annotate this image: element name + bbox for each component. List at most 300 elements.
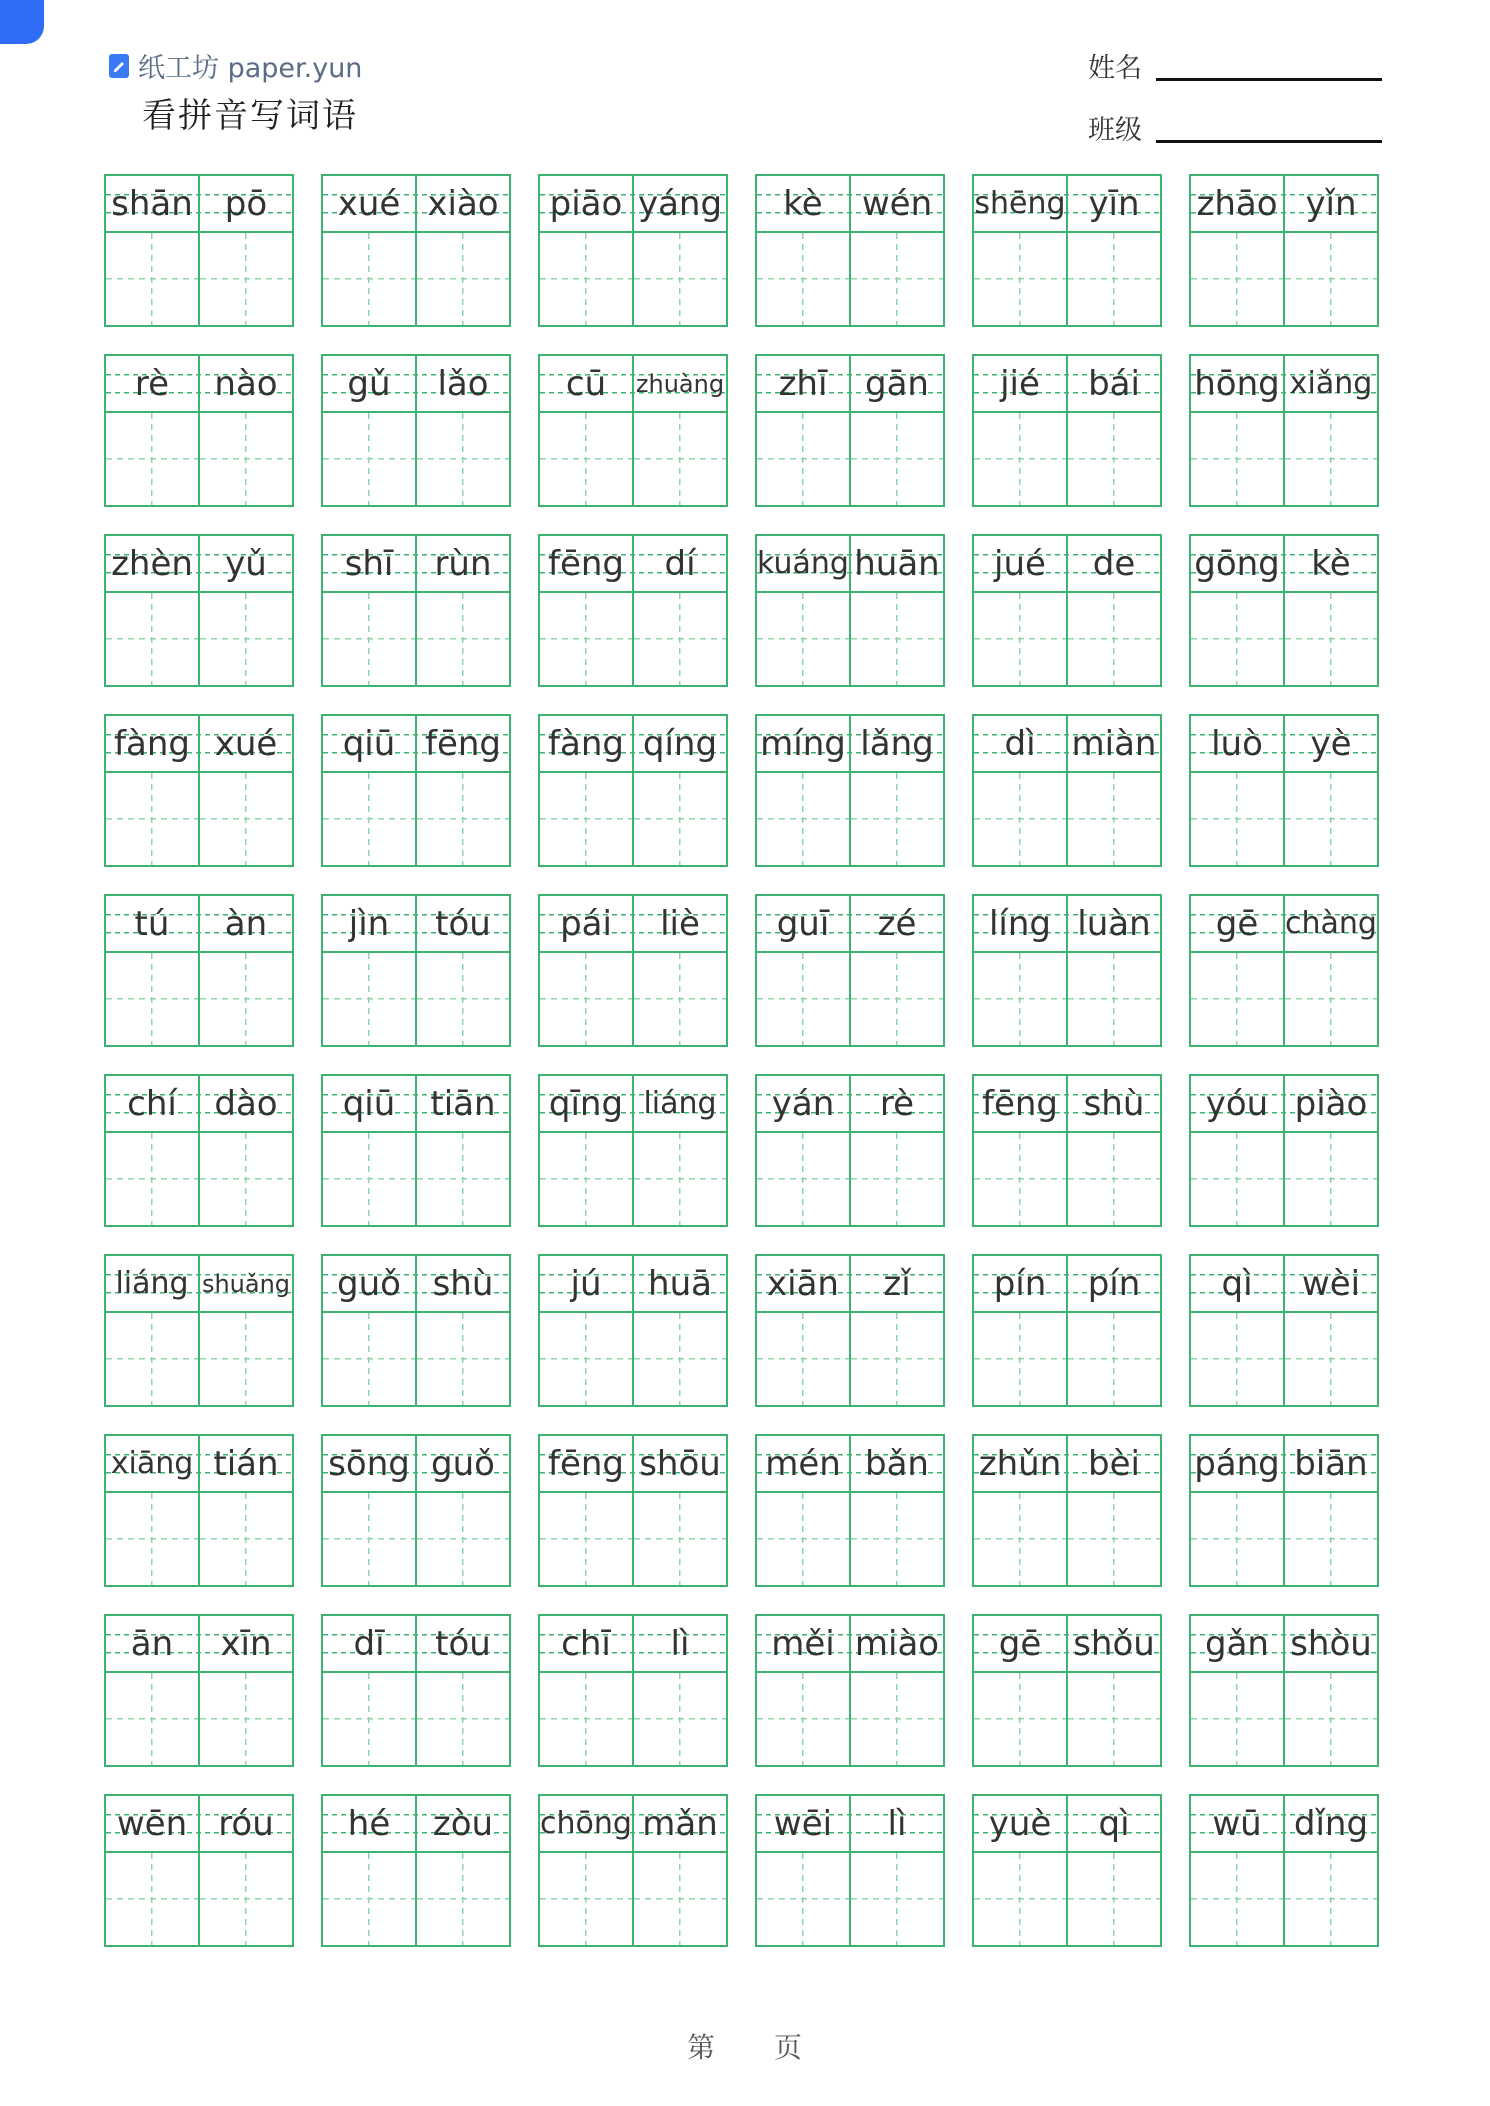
character-row [755, 1491, 945, 1587]
pinyin-row [755, 1794, 945, 1851]
character-row [321, 1311, 511, 1407]
pinyin-syllable: pái [540, 896, 634, 951]
character-writing-box[interactable] [757, 773, 851, 865]
pinyin-syllable: jué [974, 536, 1068, 591]
pinyin-syllable: yáng [637, 183, 723, 224]
character-writing-box[interactable] [757, 1313, 851, 1405]
pinyin-row [321, 1074, 511, 1131]
pinyin-syllable: shù [432, 1263, 494, 1304]
character-writing-box[interactable] [1285, 233, 1377, 325]
pinyin-row [321, 1614, 511, 1671]
pinyin-syllable: luàn [1077, 903, 1151, 944]
word-cell [1189, 1074, 1379, 1227]
character-row [321, 1131, 511, 1227]
pinyin-syllable: chí [106, 1076, 200, 1131]
character-writing-box[interactable] [200, 233, 292, 325]
word-cell [104, 714, 294, 867]
character-row [538, 1311, 728, 1407]
pinyin-syllable: shòu [1290, 1623, 1372, 1664]
character-writing-box[interactable] [1191, 413, 1285, 505]
pinyin-syllable: mǎn [642, 1803, 718, 1844]
pinyin-row [104, 174, 294, 231]
character-writing-box[interactable] [323, 1853, 417, 1945]
character-writing-box[interactable] [634, 1673, 726, 1765]
pinyin-syllable: guǒ [431, 1443, 495, 1484]
word-cell [104, 1074, 294, 1227]
character-row [1189, 591, 1379, 687]
character-row [972, 1491, 1162, 1587]
character-writing-box[interactable] [1068, 1853, 1160, 1945]
pinyin-syllable: xiào [427, 183, 499, 224]
pinyin-syllable: wèi [1301, 1263, 1361, 1304]
character-writing-box[interactable] [106, 773, 200, 865]
pinyin-syllable: míng [757, 716, 851, 771]
character-row [1189, 1311, 1379, 1407]
character-writing-box[interactable] [200, 1313, 292, 1405]
pinyin-row [1189, 894, 1379, 951]
character-writing-box[interactable] [1191, 773, 1285, 865]
character-row [321, 591, 511, 687]
character-row [755, 231, 945, 327]
character-row [104, 231, 294, 327]
character-writing-box[interactable] [757, 1493, 851, 1585]
character-row [755, 411, 945, 507]
pinyin-row [972, 534, 1162, 591]
word-cell [755, 534, 945, 687]
pinyin-syllable: rùn [434, 543, 492, 584]
character-writing-box[interactable] [974, 413, 1068, 505]
pinyin-syllable: fēng [974, 1076, 1068, 1131]
pinyin-syllable: shuǎng [201, 1269, 291, 1298]
character-row [104, 1851, 294, 1947]
character-writing-box[interactable] [851, 1493, 943, 1585]
character-row [1189, 1851, 1379, 1947]
character-writing-box[interactable] [634, 1853, 726, 1945]
pinyin-row [972, 1254, 1162, 1311]
word-cell [755, 1794, 945, 1947]
character-writing-box[interactable] [323, 773, 417, 865]
word-cell [321, 354, 511, 507]
pinyin-syllable: gē [1191, 896, 1285, 951]
character-writing-box[interactable] [634, 233, 726, 325]
word-cell [104, 1254, 294, 1407]
pinyin-syllable: xiāng [106, 1436, 200, 1491]
character-writing-box[interactable] [323, 413, 417, 505]
pinyin-syllable: xīn [220, 1623, 272, 1664]
character-writing-box[interactable] [974, 1313, 1068, 1405]
character-row [1189, 1131, 1379, 1227]
character-writing-box[interactable] [974, 233, 1068, 325]
character-writing-box[interactable] [851, 1133, 943, 1225]
pinyin-syllable: xué [323, 176, 417, 231]
character-writing-box[interactable] [417, 413, 509, 505]
character-writing-box[interactable] [851, 413, 943, 505]
word-cell [972, 354, 1162, 507]
pinyin-row [972, 1614, 1162, 1671]
pinyin-syllable: tiān [430, 1083, 496, 1124]
pinyin-row [538, 1074, 728, 1131]
character-writing-box[interactable] [540, 593, 634, 685]
character-writing-box[interactable] [540, 1493, 634, 1585]
pinyin-syllable: shù [1083, 1083, 1145, 1124]
character-writing-box[interactable] [1285, 1853, 1377, 1945]
character-row [538, 411, 728, 507]
pinyin-syllable: shān [106, 176, 200, 231]
pinyin-syllable: zǐ [883, 1263, 911, 1304]
pinyin-row [104, 1794, 294, 1851]
character-writing-box[interactable] [417, 593, 509, 685]
pinyin-syllable: lì [887, 1803, 907, 1844]
pinyin-syllable: bèi [1088, 1443, 1140, 1484]
character-writing-box[interactable] [634, 1313, 726, 1405]
pinyin-row [1189, 534, 1379, 591]
word-cell [321, 534, 511, 687]
character-writing-box[interactable] [106, 953, 200, 1045]
character-writing-box[interactable] [106, 1313, 200, 1405]
character-writing-box[interactable] [1191, 1673, 1285, 1765]
character-writing-box[interactable] [323, 1493, 417, 1585]
character-writing-box[interactable] [974, 1493, 1068, 1585]
character-writing-box[interactable] [540, 1313, 634, 1405]
character-writing-box[interactable] [417, 1133, 509, 1225]
word-cell [538, 894, 728, 1047]
character-row [104, 1671, 294, 1767]
pinyin-syllable: qíng [642, 723, 718, 764]
character-writing-box[interactable] [757, 953, 851, 1045]
pinyin-syllable: ān [106, 1616, 200, 1671]
pinyin-syllable: yóu [1191, 1076, 1285, 1131]
character-writing-box[interactable] [200, 593, 292, 685]
character-writing-box[interactable] [417, 773, 509, 865]
word-cell [1189, 534, 1379, 687]
character-writing-box[interactable] [851, 1853, 943, 1945]
pinyin-syllable: tóu [435, 1623, 491, 1664]
word-cell [755, 1434, 945, 1587]
pinyin-syllable: fēng [424, 723, 502, 764]
character-writing-box[interactable] [1068, 593, 1160, 685]
character-writing-box[interactable] [1285, 593, 1377, 685]
character-writing-box[interactable] [323, 1313, 417, 1405]
character-writing-box[interactable] [974, 1673, 1068, 1765]
pinyin-syllable: gān [865, 363, 929, 404]
footer-page-suffix: 页 [773, 2031, 803, 2064]
character-row [104, 591, 294, 687]
character-writing-box[interactable] [851, 773, 943, 865]
character-row [972, 591, 1162, 687]
character-writing-box[interactable] [1068, 1673, 1160, 1765]
word-cell [538, 1254, 728, 1407]
character-writing-box[interactable] [1068, 1313, 1160, 1405]
character-row [104, 411, 294, 507]
character-writing-box[interactable] [851, 593, 943, 685]
character-row [755, 1851, 945, 1947]
pinyin-row [538, 714, 728, 771]
character-writing-box[interactable] [106, 413, 200, 505]
character-row [104, 771, 294, 867]
pinyin-syllable: jú [540, 1256, 634, 1311]
character-writing-box[interactable] [540, 1133, 634, 1225]
footer-page-prefix: 第 [687, 2031, 717, 2064]
character-writing-box[interactable] [540, 233, 634, 325]
pinyin-syllable: chàng [1285, 906, 1377, 941]
character-writing-box[interactable] [106, 1493, 200, 1585]
pinyin-syllable: kuáng [757, 536, 851, 591]
character-writing-box[interactable] [974, 1133, 1068, 1225]
character-writing-box[interactable] [417, 1493, 509, 1585]
character-row [538, 771, 728, 867]
word-cell [538, 354, 728, 507]
pinyin-row [755, 714, 945, 771]
character-writing-box[interactable] [1068, 953, 1160, 1045]
character-writing-box[interactable] [106, 1133, 200, 1225]
pinyin-syllable: yè [1310, 723, 1352, 764]
character-writing-box[interactable] [634, 953, 726, 1045]
character-row [972, 1131, 1162, 1227]
character-writing-box[interactable] [1191, 1493, 1285, 1585]
pinyin-syllable: fēng [540, 536, 634, 591]
pinyin-row [755, 1434, 945, 1491]
character-writing-box[interactable] [634, 773, 726, 865]
character-row [538, 1671, 728, 1767]
pinyin-syllable: tóu [435, 903, 491, 944]
character-writing-box[interactable] [1068, 233, 1160, 325]
pinyin-syllable: páng [1191, 1436, 1285, 1491]
pinyin-syllable: huā [648, 1263, 712, 1304]
pinyin-syllable: pō [224, 183, 268, 224]
pinyin-syllable: dī [323, 1616, 417, 1671]
word-cell [755, 354, 945, 507]
character-writing-box[interactable] [974, 773, 1068, 865]
character-writing-box[interactable] [323, 593, 417, 685]
pinyin-syllable: měi [757, 1616, 851, 1671]
character-writing-box[interactable] [323, 1133, 417, 1225]
character-writing-box[interactable] [851, 1313, 943, 1405]
word-cell [321, 1794, 511, 1947]
pinyin-syllable: jié [974, 356, 1068, 411]
pinyin-row [972, 714, 1162, 771]
character-writing-box[interactable] [1191, 1133, 1285, 1225]
character-writing-box[interactable] [1068, 413, 1160, 505]
character-writing-box[interactable] [106, 233, 200, 325]
character-writing-box[interactable] [1191, 233, 1285, 325]
character-writing-box[interactable] [1068, 1133, 1160, 1225]
character-writing-box[interactable] [200, 1493, 292, 1585]
word-cell [104, 894, 294, 1047]
character-writing-box[interactable] [634, 413, 726, 505]
word-cell [321, 714, 511, 867]
character-writing-box[interactable] [757, 233, 851, 325]
pinyin-syllable: zòu [432, 1803, 494, 1844]
character-writing-box[interactable] [200, 1673, 292, 1765]
character-writing-box[interactable] [1068, 1493, 1160, 1585]
word-cell [538, 1794, 728, 1947]
pinyin-syllable: gē [974, 1616, 1068, 1671]
corner-tab [0, 0, 44, 44]
character-row [538, 1491, 728, 1587]
character-writing-box[interactable] [417, 1853, 509, 1945]
pinyin-syllable: lǎo [437, 363, 489, 404]
character-row [972, 951, 1162, 1047]
word-cell [321, 1254, 511, 1407]
character-writing-box[interactable] [200, 1133, 292, 1225]
character-writing-box[interactable] [1285, 1673, 1377, 1765]
pinyin-syllable: kè [757, 176, 851, 231]
word-cell [538, 1614, 728, 1767]
pinyin-syllable: zhī [757, 356, 851, 411]
character-writing-box[interactable] [1191, 953, 1285, 1045]
character-row [1189, 771, 1379, 867]
word-cell [972, 1254, 1162, 1407]
character-writing-box[interactable] [634, 593, 726, 685]
character-row [104, 1131, 294, 1227]
pinyin-syllable: yán [757, 1076, 851, 1131]
character-writing-box[interactable] [757, 1853, 851, 1945]
character-writing-box[interactable] [540, 773, 634, 865]
character-writing-box[interactable] [1285, 1493, 1377, 1585]
character-writing-box[interactable] [417, 233, 509, 325]
character-row [972, 1311, 1162, 1407]
pinyin-syllable: dí [664, 543, 696, 584]
character-writing-box[interactable] [417, 1313, 509, 1405]
character-writing-box[interactable] [106, 1673, 200, 1765]
character-writing-box[interactable] [1285, 1133, 1377, 1225]
character-writing-box[interactable] [757, 1673, 851, 1765]
character-row [972, 231, 1162, 327]
class-label: 班级 [1088, 115, 1142, 146]
pinyin-syllable: qiū [323, 716, 417, 771]
character-row [755, 1311, 945, 1407]
character-row [538, 1851, 728, 1947]
pinyin-syllable: kè [1311, 543, 1351, 584]
character-writing-box[interactable] [540, 953, 634, 1045]
character-writing-box[interactable] [200, 413, 292, 505]
character-row [972, 771, 1162, 867]
pinyin-row [972, 1794, 1162, 1851]
character-writing-box[interactable] [200, 1853, 292, 1945]
character-row [321, 1851, 511, 1947]
character-writing-box[interactable] [1285, 1313, 1377, 1405]
character-writing-box[interactable] [1191, 1853, 1285, 1945]
pinyin-syllable: fàng [106, 716, 200, 771]
character-writing-box[interactable] [106, 593, 200, 685]
word-cell [104, 174, 294, 327]
word-cell [538, 534, 728, 687]
pinyin-row [755, 354, 945, 411]
character-writing-box[interactable] [540, 1673, 634, 1765]
character-writing-box[interactable] [851, 1673, 943, 1765]
character-row [321, 951, 511, 1047]
page-footer [0, 2026, 1490, 2066]
character-writing-box[interactable] [1191, 593, 1285, 685]
pinyin-syllable: qì [1098, 1803, 1130, 1844]
word-cell [972, 534, 1162, 687]
character-writing-box[interactable] [851, 953, 943, 1045]
pinyin-syllable: guǒ [323, 1256, 417, 1311]
character-writing-box[interactable] [757, 593, 851, 685]
character-writing-box[interactable] [540, 413, 634, 505]
word-cell [972, 714, 1162, 867]
character-writing-box[interactable] [757, 413, 851, 505]
pinyin-syllable: piào [1294, 1083, 1368, 1124]
pinyin-syllable: tú [106, 896, 200, 951]
pinyin-syllable: dǐng [1293, 1803, 1369, 1844]
character-writing-box[interactable] [200, 773, 292, 865]
character-writing-box[interactable] [1068, 773, 1160, 865]
pinyin-syllable: rè [879, 1083, 915, 1124]
character-writing-box[interactable] [757, 1133, 851, 1225]
pinyin-syllable: hōng [1191, 356, 1285, 411]
pinyin-syllable: lǎng [860, 723, 934, 764]
word-cell [755, 714, 945, 867]
word-cell [538, 1434, 728, 1587]
word-cell [321, 174, 511, 327]
pinyin-row [1189, 1794, 1379, 1851]
word-cell [104, 1614, 294, 1767]
pinyin-row [321, 1434, 511, 1491]
character-writing-box[interactable] [1191, 1313, 1285, 1405]
character-row [1189, 1491, 1379, 1587]
pinyin-syllable: gǔ [323, 356, 417, 411]
class-underline[interactable] [1156, 140, 1382, 143]
pinyin-syllable: wēi [757, 1796, 851, 1851]
pinyin-syllable: miào [854, 1623, 940, 1664]
name-field[interactable] [1088, 46, 1382, 85]
pinyin-syllable: dì [974, 716, 1068, 771]
word-cell [321, 1074, 511, 1227]
character-writing-box[interactable] [417, 1673, 509, 1765]
pinyin-syllable: huān [854, 543, 940, 584]
character-writing-box[interactable] [974, 593, 1068, 685]
pinyin-row [321, 354, 511, 411]
character-row [755, 1131, 945, 1227]
character-writing-box[interactable] [974, 953, 1068, 1045]
pinyin-row [104, 1614, 294, 1671]
pinyin-row [104, 354, 294, 411]
character-writing-box[interactable] [1285, 413, 1377, 505]
pinyin-syllable: rè [106, 356, 200, 411]
character-writing-box[interactable] [323, 953, 417, 1045]
pinyin-syllable: wēn [106, 1796, 200, 1851]
character-writing-box[interactable] [323, 1673, 417, 1765]
character-row [321, 1671, 511, 1767]
page-title: 看拼音写词语 [142, 96, 358, 136]
character-writing-box[interactable] [634, 1133, 726, 1225]
character-writing-box[interactable] [323, 233, 417, 325]
word-cell [755, 894, 945, 1047]
character-writing-box[interactable] [1285, 953, 1377, 1045]
pinyin-syllable: yǔ [225, 543, 267, 584]
word-grid [104, 174, 1379, 1947]
pinyin-syllable: chōng [540, 1796, 634, 1851]
class-field[interactable] [1088, 108, 1382, 147]
character-writing-box[interactable] [106, 1853, 200, 1945]
pinyin-syllable: qīng [540, 1076, 634, 1131]
pinyin-syllable: yīn [1088, 183, 1140, 224]
word-cell [1189, 1254, 1379, 1407]
character-writing-box[interactable] [417, 953, 509, 1045]
character-writing-box[interactable] [540, 1853, 634, 1945]
character-writing-box[interactable] [974, 1853, 1068, 1945]
character-writing-box[interactable] [200, 953, 292, 1045]
word-cell [104, 534, 294, 687]
pinyin-row [538, 534, 728, 591]
character-writing-box[interactable] [634, 1493, 726, 1585]
word-cell [104, 354, 294, 507]
name-underline[interactable] [1156, 78, 1382, 81]
word-cell [972, 1434, 1162, 1587]
character-writing-box[interactable] [851, 233, 943, 325]
character-writing-box[interactable] [1285, 773, 1377, 865]
